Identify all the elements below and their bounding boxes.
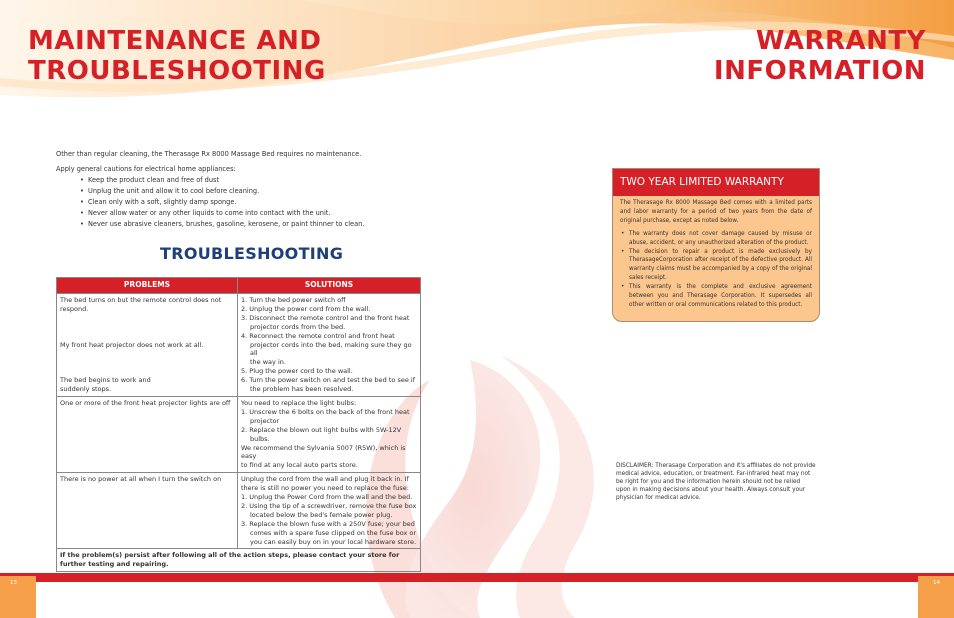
solution-line: there is still no power you need to replace the fuse:: [241, 484, 409, 493]
solution-line: 2. Using the tip of a screwdriver, remove the fuse box: [241, 501, 417, 510]
solution-line: 2. Unplug the power cord from the wall.: [241, 304, 371, 313]
warranty-points: [620, 230, 812, 310]
solution-cell: [238, 294, 421, 397]
problem-line: [60, 314, 234, 323]
left-page-number: 13: [10, 580, 17, 586]
problem-line: respond.: [60, 304, 89, 313]
solutions-column-header: SOLUTIONS: [238, 278, 421, 294]
cautions-lead: Apply general cautions for electrical home appliances:: [56, 165, 236, 173]
maintenance-section: [56, 150, 386, 231]
list-item: • Never use abrasive cleaners, brushes, gasoline, kerosene, or paint thinner to clean.: [88, 220, 386, 229]
solution-line: 1. Turn the bed power switch off: [241, 296, 346, 304]
table-header-row: [57, 278, 421, 294]
table-row: [57, 294, 421, 397]
solution-line: comes with a spare fuse clipped on the fuse box or: [250, 528, 417, 537]
solution-line: located below the bed's female power plug.: [250, 510, 393, 519]
problem-line: One or more of the front heat projector lights are off: [60, 398, 231, 407]
problem-line: [60, 358, 234, 367]
right-title-line1: WARRANTY: [755, 26, 926, 56]
left-title-line2: TROUBLESHOOTING: [28, 56, 326, 86]
solution-line: projector cords into the bed, making sure they go all: [250, 340, 412, 358]
problem-cell: [57, 294, 238, 397]
warranty-body: [613, 196, 819, 310]
final-note: If the problem(s) persist after following all of the action steps, please contact your store for further testing and repairing.: [57, 549, 421, 572]
warranty-box: [612, 168, 820, 322]
solution-line: Unplug the cord from the wall and plug it back in. If: [241, 475, 409, 484]
solution-line: 3. Disconnect the remote control and the front heat: [241, 313, 410, 322]
solution-line: projector cords from the bed.: [250, 322, 346, 331]
troubleshooting-heading: TROUBLESHOOTING: [160, 244, 344, 263]
solution-line: to find at any local auto parts store.: [241, 461, 358, 470]
problem-cell: [57, 396, 238, 472]
problem-line: The bed turns on but the remote control does not: [60, 296, 222, 304]
solution-line: the way in.: [250, 358, 286, 367]
solution-line: 5. Plug the power cord to the wall.: [241, 367, 353, 376]
troubleshooting-table: [56, 277, 421, 572]
list-item: • The warranty does not cover damage caused by misuse or abuse, accident, or any unauthorized alteration of the product.: [629, 230, 812, 248]
problem-cell: [57, 473, 238, 549]
solution-cell: [238, 396, 421, 472]
problems-column-header: PROBLEMS: [57, 278, 238, 294]
solution-line: 4. Reconnect the remote control and front heat: [241, 331, 395, 340]
solution-line: We recommend the Sylvania 5007 (R5W), which is easy: [241, 443, 406, 461]
solution-line: 1. Unscrew the 6 bolts on the back of the front heat: [241, 407, 410, 416]
list-item: • Keep the product clean and free of dust: [88, 176, 386, 185]
problem-line: The bed begins to work and: [60, 376, 151, 385]
list-item: • This warranty is the complete and exclusive agreement between you and Therasage Corporation. It supersedes all other written or oral communications related to this product.: [629, 283, 812, 310]
list-item: • Never allow water or any other liquids to come into contact with the unit.: [88, 209, 386, 218]
table-row: [57, 473, 421, 549]
problem-line: [60, 332, 234, 341]
left-title-line1: MAINTENANCE AND: [28, 26, 322, 56]
solution-line: 6. Turn the power switch on and test the bed to see if: [241, 376, 416, 385]
solution-line: the problem has been resolved.: [250, 385, 354, 394]
problem-line: [60, 367, 234, 376]
footer-band: [0, 573, 954, 582]
cautions-list: [56, 176, 386, 229]
problem-line: [60, 349, 234, 358]
solution-cell: [238, 473, 421, 549]
warranty-heading: TWO YEAR LIMITED WARRANTY: [613, 169, 819, 196]
table-row: [57, 549, 421, 572]
right-page-title: [666, 26, 926, 86]
problem-line: There is no power at all when I turn the switch on: [60, 475, 222, 484]
left-page-title: [28, 26, 388, 86]
right-title-line2: INFORMATION: [713, 56, 926, 86]
list-item: • Unplug the unit and allow it to cool before cleaning.: [88, 187, 386, 196]
troubleshooting-table-body: [57, 294, 421, 572]
solution-line: projector: [250, 416, 280, 425]
disclaimer: DISCLAIMER: Therasage Corporation and it's affiliates do not provide medical advice, education, or treatment. Far-infrared heat may not be right for you and the information herein should not be relied upon in making decisions about your health. Always consult your physician for medical advice.: [616, 463, 816, 501]
problem-line: [60, 323, 234, 332]
problem-line: suddenly stops.: [60, 385, 112, 394]
solution-line: You need to replace the light bulbs:: [241, 398, 357, 407]
solution-line: bulbs.: [250, 434, 270, 443]
solution-line: 3. Replace the blown fuse with a 250V fuse; your bed: [241, 519, 415, 528]
list-item: • Clean only with a soft, slightly damp sponge.: [88, 198, 386, 207]
problem-line: My front heat projector does not work at all.: [60, 340, 204, 349]
warranty-intro: The Therasage Rx 8000 Massage Bed comes with a limited parts and labor warranty for a period of two years from the date of original purchase, except as noted below.: [620, 200, 812, 224]
solution-line: 2. Replace the blown out light bulbs with 5W-12V: [241, 425, 402, 434]
solution-line: 1. Unplug the Power Cord from the wall and the bed.: [241, 493, 413, 502]
maintenance-intro: Other than regular cleaning, the Therasage Rx 8000 Massage Bed requires no maintenance.: [56, 150, 362, 158]
right-page-number: 14: [933, 580, 940, 586]
solution-line: you can easily buy on in your local hardware store.: [250, 537, 417, 546]
table-row: [57, 396, 421, 472]
list-item: • The decision to repair a product is made exclusively by TherasageCorporation after receipt of the defective product. All warranty claims must be accompanied by a copy of the original sales receipt.: [629, 248, 812, 284]
left-page-tab: [0, 576, 36, 618]
